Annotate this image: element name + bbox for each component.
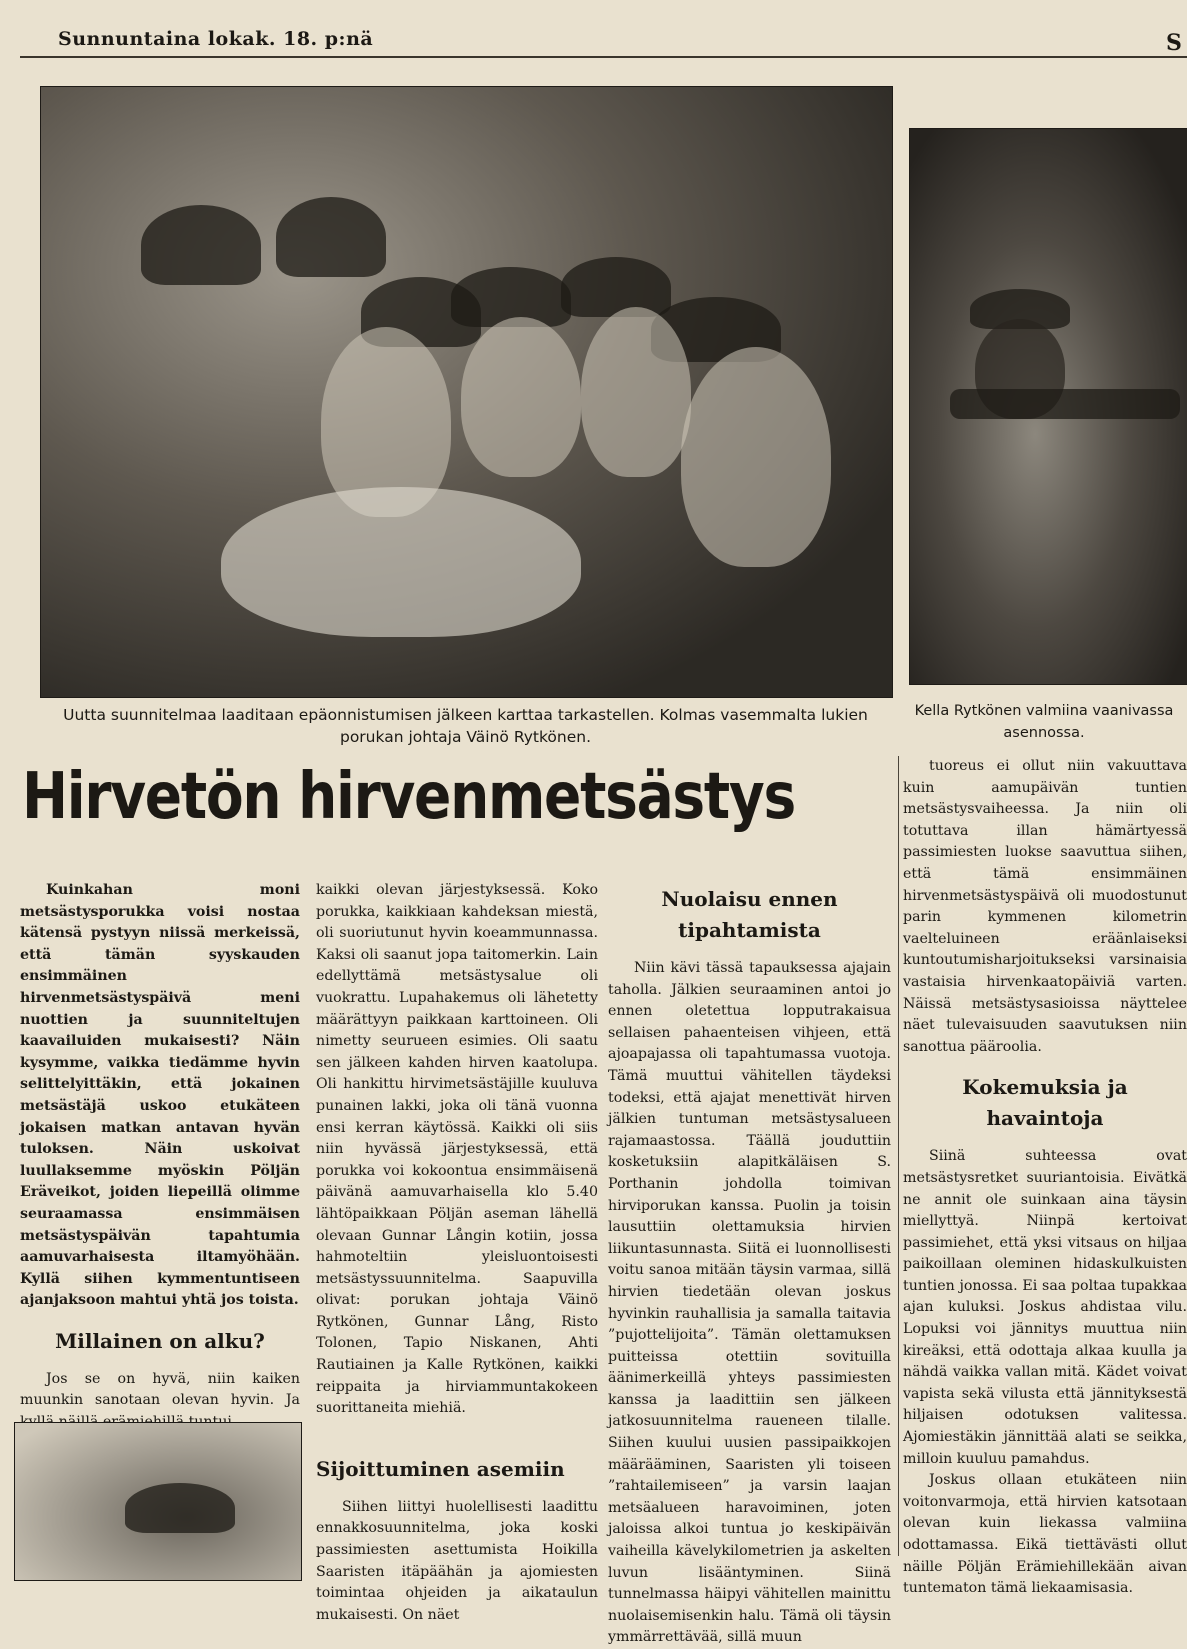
column-3 <box>608 880 891 1649</box>
side-photo-caption: Kella Rytkönen valmiina vaanivassa asennossa. <box>914 703 1174 741</box>
intro-paragraph: Kuinkahan moni metsästysporukka voisi nostaa kätensä pystyyn niissä merkeissä, että tämän syyskauden ensimmäinen hirvenmetsästyspäivä meni nuottien ja suunniteltujen kaavailuiden mukaisesti? Näin kysymme, vaikka tiedämme hyvin selittelyittäkin, että jokainen metsästäjä uskoo etukäteen jokaisen matkan antavan hyvän tuloksen. Näin uskoivat luullaksemme myöskin Pöljän Eräveikot, joiden liepeillä olimme seuraamassa ensimmäisen metsästyspäivän tapahtumia aamuvarhaisesta iltamyöhään. Kyllä siihen kymmentuntiseen ajanjaksoon mahtui yhtä jos toista. <box>20 882 300 1309</box>
rifle-shape <box>950 389 1180 419</box>
subheading-kokemuksia: Kokemuksia ja havaintoja <box>962 1075 1128 1131</box>
map-sheet <box>221 487 581 637</box>
column-rule <box>898 756 899 1556</box>
page-mark: S <box>1166 30 1182 56</box>
paragraph: Siihen liittyi huolellisesti laadittu ennakkosuunnitelma, joka koski passimiesten asettumista Hoikilla Saaristen itäpäähän ja ajomiesten toimintaa ohjeiden ja aikataulun mukaisesti. On näet <box>316 1498 598 1623</box>
hat-shape <box>141 205 261 285</box>
column-1 <box>20 880 300 1434</box>
hat-shape <box>561 257 671 317</box>
hat-shape <box>276 197 386 277</box>
face-shape <box>461 317 581 477</box>
side-photo <box>909 128 1187 685</box>
subheading-millainen: Millainen on alku? <box>55 1328 265 1353</box>
paragraph: tuoreus ei ollut niin vakuuttava kuin aamupäivän tuntien metsästysvaiheessa. Ja niin oli totuttava illan hämärtyessä passimiesten luokse saavuttua siihen, että tämä ensimmäinen hirvenmetsästyspäivä oli muodostunut parin kymmenen kilometrin vaelteluineen eräänlaiseksi kuntoutumisharjoitukseksi varsinaisia vastaisia hirvenkaatopäiviä varten. Näissä metsästysasioissa näytteleе näet tulevaisuuden saavutuksen niin sanottua pääroolia. <box>903 758 1187 1055</box>
top-rule <box>20 56 1187 58</box>
paragraph: Siinä suhteessa ovat metsästysretket suuriantoisia. Eivätkä ne annit ole suinkaan aina täysin miellyttyä. Niinpä kertoivat passimiehet, että yksi vitsaus on hiljaa paikoillaan oleminen hidaskulkuisten tuntien jonossa. Ei saa poltaa tupakkaa ajan kuluksi. Joskus ahdistaa vilu. Lopuksi voi jännitys muuttua niin kireäksi, että odottaja alkaa kuulla ja nähdä vaikka vallan mitä. Kädet voivat vapista sekä vilusta että jännityksestä hiljaisen odotuksen valitessa. Ajomiestäkin jännittää alati se seikka, milloin kuuluu pamahdus. <box>903 1148 1187 1467</box>
masthead-date: Sunnuntaina lokak. 18. p:nä <box>58 28 374 50</box>
paragraph: Jos se on hyvä, niin kaiken muunkin sanotaan olevan hyvin. Ja <box>20 1370 300 1409</box>
face-shape <box>581 307 691 477</box>
cap-shape <box>125 1483 235 1533</box>
main-photo-caption: Uutta suunnitelmaa laaditaan epäonnistumisen jälkeen karttaa tarkastellen. Kolmas vasemmalta lukien porukan johtaja Väinö Rytkönen. <box>63 706 868 746</box>
bottom-left-photo <box>14 1422 302 1581</box>
subheading-sijoittuminen: Sijoittuminen asemiin <box>316 1456 565 1481</box>
column-4 <box>903 756 1187 1600</box>
headline: Hirvetön hirvenmetsästys <box>22 760 795 834</box>
main-photo <box>40 86 893 698</box>
subheading-nuolaisu: Nuolaisu ennen tipahtamista <box>661 887 838 942</box>
paragraph: Joskus ollaan etukäteen niin voitonvarmoja, että hirvien katsotaan olevan kuin liekassa valmiina odottamassa. Eikä tiettävästi ollut näille Pöljän Erämiehillekään aivan tuntematon tämä liekaamisasia. <box>903 1472 1187 1597</box>
paragraph: kaikki olevan järjestyksessä. Koko porukka, kaikkiaan kahdeksan miestä, oli suoriutunut hyvin koeammunnassa. Kaksi oli saanut jopa taitomerkin. Lain edellyttämä metsästysalue oli vuokrattu. Lupahakemus oli lähetetty määrättyyn paikkaan karttoineen. Oli nimetty seurueen esimies. Oli saatu sen jälkeen kahden hirven kaatolupa. Oli hankittu hirvimetsästäjille kuuluva punainen lakki, joka oli tänä vuonna ensi kerran käytössä. Kaikki oli siis niin hyvässä järjestyksessä, että porukka voi kokoontua ensimmäisenä päivänä aamuvarhaisella klo 5.40 lähtöpaikkaan Pöljän aseman lähellä olevaan Gunnar Långin kotiin, jossa hahmoteltiin yleisluontoisesti metsästyssuunnitelma. Saapuvilla olivat: porukan johtaja Väinö Rytkönen, Gunnar Lång, Risto Tolonen, Tapio Niskanen, Ahti Rautiainen ja Kalle Rytkönen, kaikki reippaita ja hirviammuntakokeen suorittaneita miehiä. <box>316 882 598 1417</box>
column-2 <box>316 880 598 1626</box>
face-shape <box>681 347 831 567</box>
paragraph: Niin kävi tässä tapauksessa ajajain taholla. Jälkien seuraaminen antoi jo ennen oletettua lopputrakaisua sellaisen pahaenteisen vihjeen, että ajoapajassa oli tapahtumassa vuotoja. Tämä muuttui vähitellen täydeksi todeksi, että ajajat menettivät hirven jälkien tuntuman metsästysalueen rajamaastossa. Täällä jouduttiin kosketuksiin alapitkäläisen S. Porthanin johdolla toimivan hirviporukan kanssa. Puolin ja toisin lausuttiin olettamuksia hirvien liikuntasunnasta. Siitä ei luonnollisesti voitu sanoa mitään täysin varmaa, sillä hirvien tiedetään olevan joskus hyvinkin rauhallisia ja samalla taitavia ”pujottelijoita”. Tämän olettamuksen puitteissa otettiin sovituilla äänimerkeillä yhteys passimiesten kanssa ja laadittiin sen jälkeen jatkosuunnitelma raueneen tilalle. Siihen kuului uusien passipaikkojen määrääminen, Saaristen yli toiseen ”rahtailemiseen” ja varsin laajan metsäalueen haravoiminen, joten jaloissa alkoi tuntua jo keskipäivän vaiheilla kävelykilometrien ja askelten luvun lisääntyminen. Siinä tunnelmassa häipyi vähitellen mainittu nuolaisemisenkin halu. Tämä oli täysin ymmärrettävää, sillä muun <box>608 960 891 1646</box>
